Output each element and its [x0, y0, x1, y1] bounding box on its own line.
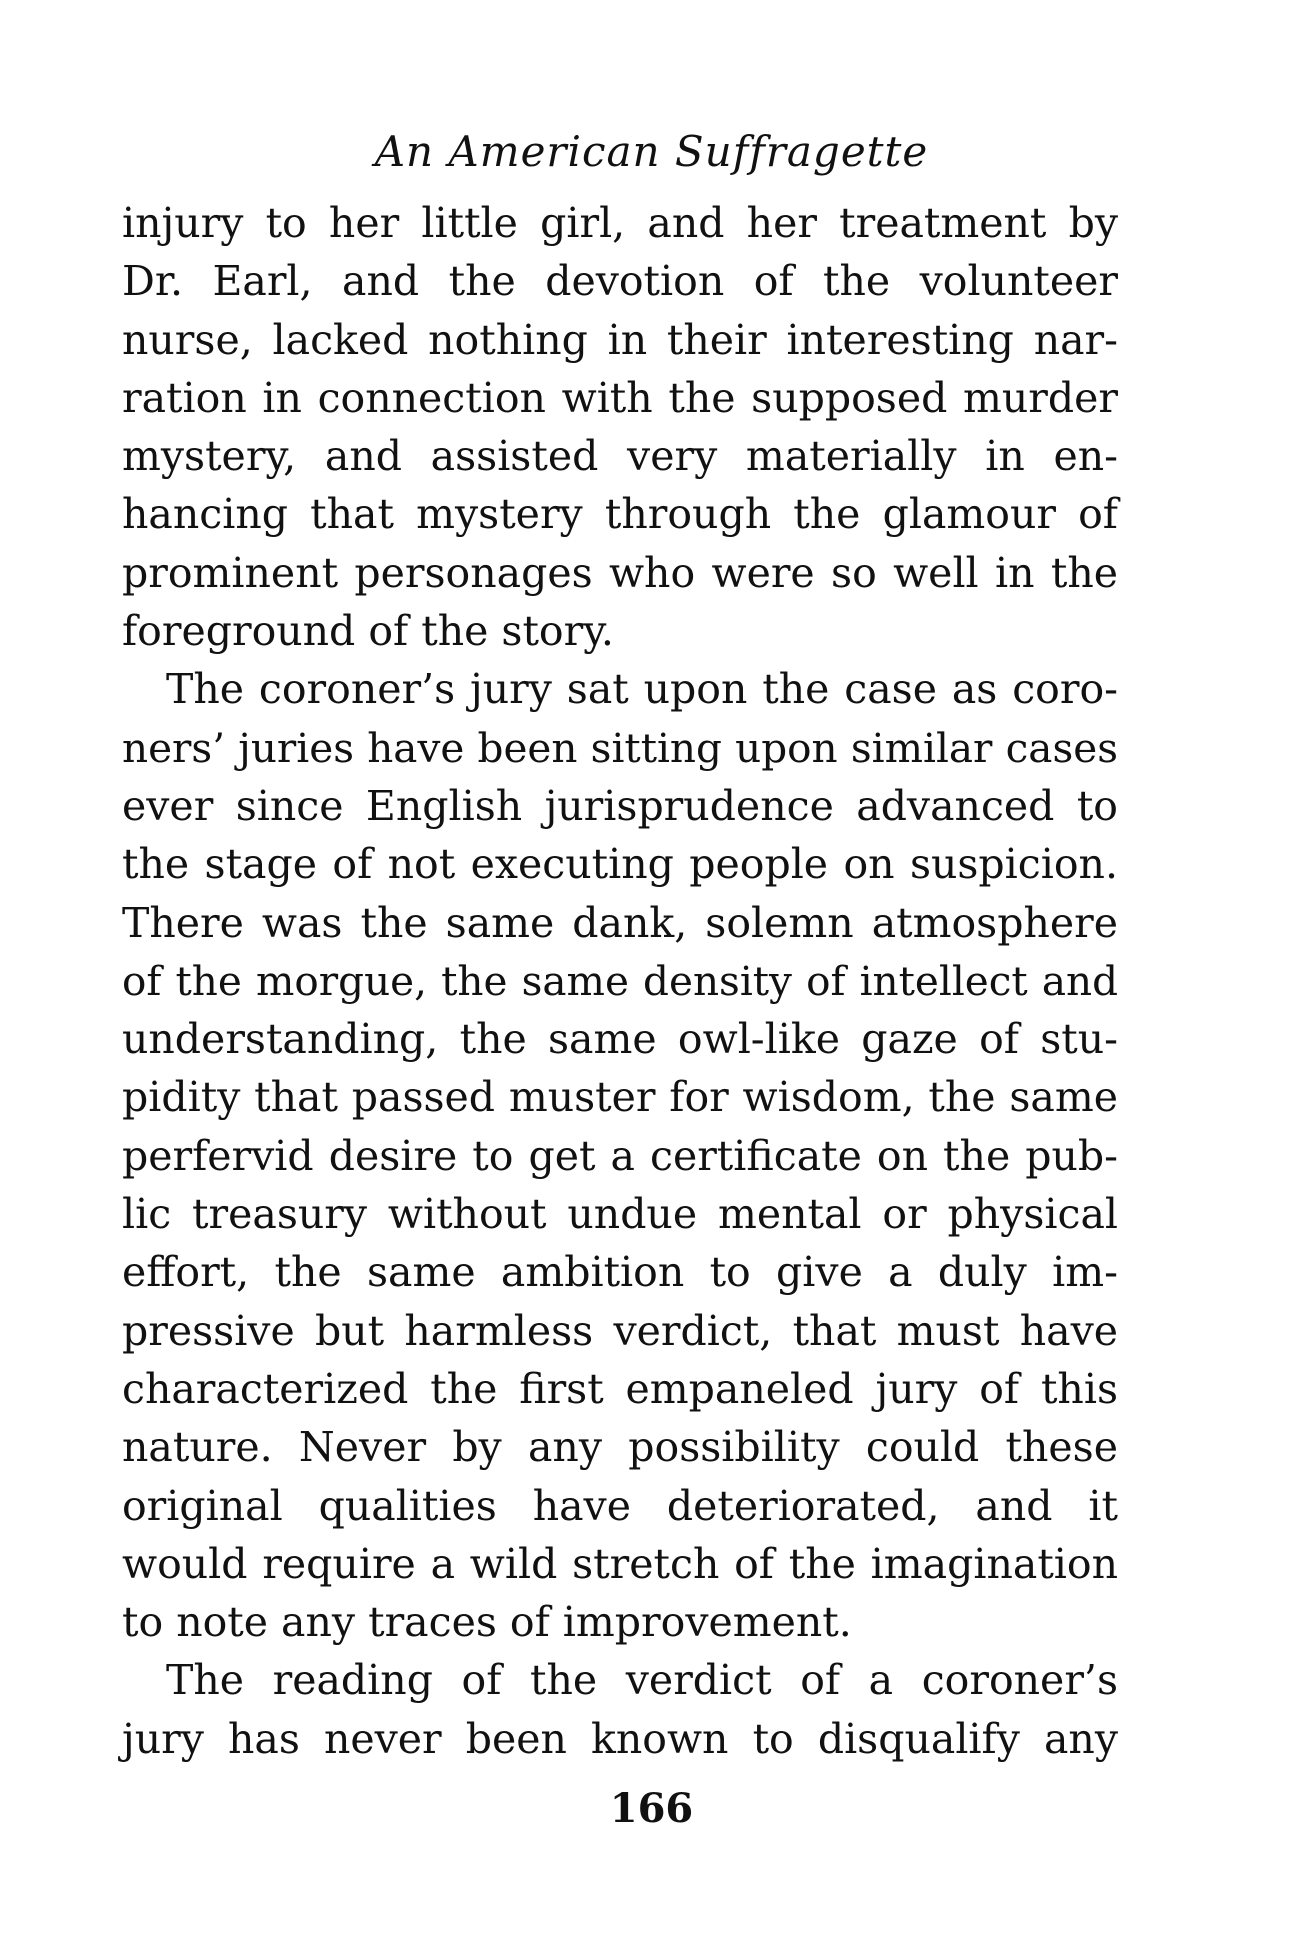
text-line: characterized the first empaneled jury of this — [122, 1364, 1118, 1413]
text-line: Dr. Earl, and the devotion of the volunteer — [122, 257, 1118, 306]
text-line: There was the same dank, solemn atmosphere — [122, 898, 1118, 947]
text-line: ners’ juries have been sitting upon similar cases — [122, 723, 1118, 772]
text-line: foreground of the story. — [122, 607, 614, 656]
text-line: The reading of the verdict of a coroner’s — [166, 1656, 1118, 1705]
running-head: An American Suffragette — [374, 127, 929, 176]
text-line: mystery, and assisted very materially in en- — [122, 432, 1118, 481]
text-line: would require a wild stretch of the imagination — [122, 1539, 1118, 1588]
text-line: injury to her little girl, and her treatment by — [122, 199, 1118, 247]
text-line: nature. Never by any possibility could these — [122, 1423, 1118, 1472]
text-line: ration in connection with the supposed murder — [122, 373, 1118, 422]
text-line: The coroner’s jury sat upon the case as coro- — [166, 665, 1118, 714]
text-line: understanding, the same owl-like gaze of stu- — [122, 1015, 1118, 1064]
text-line: of the morgue, the same density of intellect and — [122, 956, 1118, 1005]
paragraph-2 — [122, 660, 1118, 1651]
text-line: prominent personages who were so well in the — [122, 548, 1118, 597]
text-line: hancing that mystery through the glamour of — [122, 490, 1118, 539]
text-line: to note any traces of improvement. — [122, 1598, 852, 1647]
text-line: pressive but harmless verdict, that must have — [122, 1306, 1118, 1355]
text-line: original qualities have deteriorated, and it — [122, 1481, 1118, 1530]
text-line: nurse, lacked nothing in their interesting nar- — [122, 315, 1118, 364]
text-line: pidity that passed muster for wisdom, the same — [122, 1073, 1118, 1122]
text-line: ever since English jurisprudence advanced to — [122, 781, 1118, 830]
body-text — [122, 194, 1118, 1768]
text-line: effort, the same ambition to give a duly im- — [122, 1248, 1118, 1297]
text-line: lic treasury without undue mental or physical — [122, 1190, 1118, 1239]
text-line: jury has never been known to disqualify any — [122, 1714, 1118, 1763]
paragraph-3 — [122, 1651, 1118, 1768]
paragraph-1 — [122, 194, 1118, 660]
page-number: 166 — [609, 1785, 694, 1832]
text-line: the stage of not executing people on suspicion. — [122, 840, 1118, 889]
text-line: perfervid desire to get a certificate on the pub- — [122, 1131, 1118, 1180]
